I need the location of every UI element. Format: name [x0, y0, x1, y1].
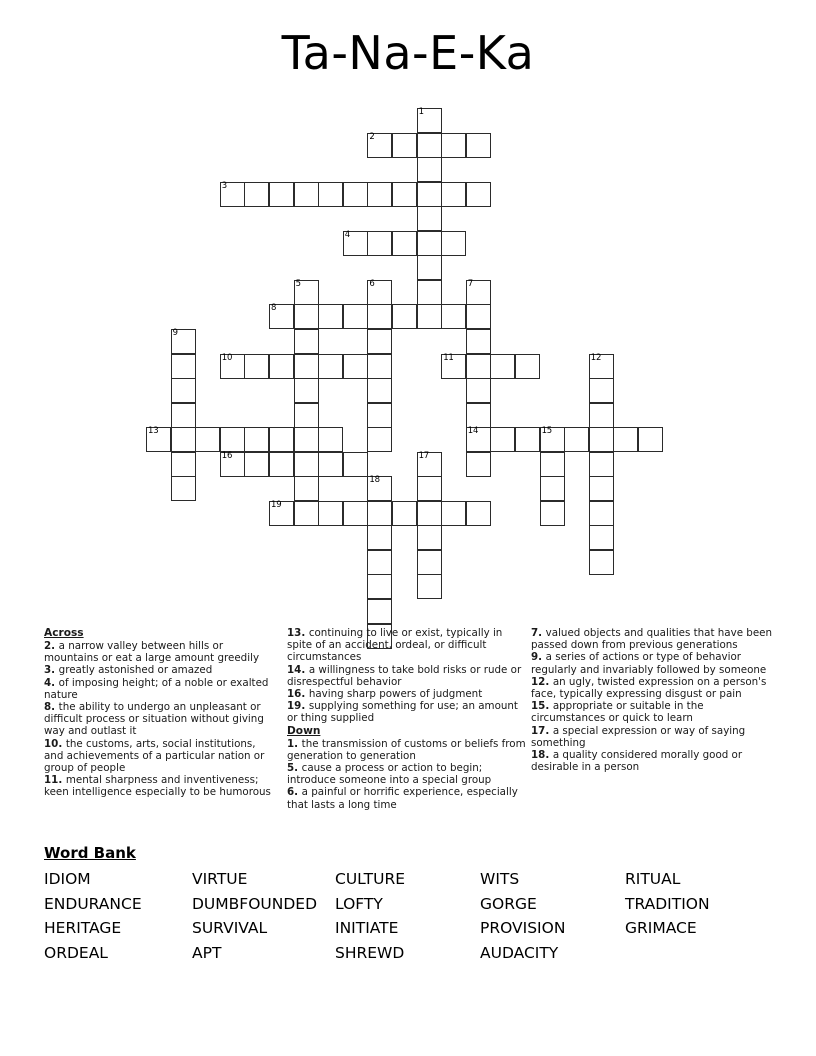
clue-number: 8. [44, 701, 59, 714]
clue-text: the customs, arts, social institutions, and achievements of a particular nation or group of people [44, 737, 265, 775]
clue-text: greatly astonished or amazed [58, 664, 213, 677]
clue-number: 3. [44, 664, 59, 677]
clue-across-3 [44, 664, 277, 676]
grid-cell[interactable] [417, 108, 442, 133]
grid-cell[interactable] [367, 378, 392, 403]
grid-cell[interactable] [294, 378, 319, 403]
grid-cell[interactable] [540, 452, 565, 477]
grid-cell[interactable] [540, 427, 565, 452]
word-bank-word[interactable]: WITS [480, 870, 520, 888]
grid-cell[interactable] [490, 427, 515, 452]
across-heading: Across [44, 627, 84, 639]
grid-cell[interactable] [146, 427, 171, 452]
grid-cell[interactable] [417, 157, 442, 182]
grid-cell[interactable] [392, 501, 417, 526]
grid-cell[interactable] [466, 501, 491, 526]
clue-number: 7. [531, 627, 546, 639]
grid-cell[interactable] [417, 452, 442, 477]
clue-text: an ugly, twisted expression on a person's face, typically expressing disgust or pain [531, 675, 767, 701]
grid-cell[interactable] [318, 354, 343, 379]
word-bank-word[interactable]: APT [192, 943, 222, 962]
grid-cell[interactable] [171, 378, 196, 403]
grid-cell[interactable] [367, 550, 392, 575]
clues-section [44, 627, 774, 827]
grid-cell[interactable] [367, 599, 392, 624]
clue-text: a special expression or way of saying something [531, 724, 746, 749]
grid-cell[interactable] [244, 427, 269, 452]
grid-cell[interactable] [367, 280, 392, 305]
grid-cell[interactable] [441, 501, 466, 526]
grid-cell[interactable] [171, 329, 196, 354]
grid-cell[interactable] [417, 501, 442, 526]
grid-cell-number: 5 [295, 278, 301, 289]
clue-across-19 [287, 700, 527, 724]
grid-cell[interactable] [244, 182, 269, 207]
clue-down-12 [531, 676, 774, 700]
clue-across-4 [44, 677, 277, 701]
word-bank-word[interactable]: ORDEAL [44, 943, 108, 962]
grid-cell[interactable] [220, 452, 245, 477]
grid-cell[interactable] [244, 354, 269, 379]
grid-cell[interactable] [466, 304, 491, 329]
grid-cell[interactable] [294, 329, 319, 354]
grid-cell-number: 1 [418, 107, 424, 117]
clue-down-17 [531, 725, 774, 749]
grid-cell-number: 2 [369, 131, 375, 142]
clue-across-11 [44, 774, 277, 798]
word-bank-word[interactable]: RITUAL [625, 870, 681, 888]
grid-cell-number: 11 [443, 352, 454, 363]
clue-text: continuing to live or exist, typically in spite of an accident, ordeal, or difficult circumstances [287, 627, 503, 664]
clue-down-6 [287, 786, 527, 810]
grid-cell[interactable] [269, 354, 294, 379]
grid-cell[interactable] [589, 354, 614, 379]
grid-cell[interactable] [367, 574, 392, 599]
grid-cell[interactable] [343, 182, 368, 207]
clue-text: cause a process or action to begin; introduce someone into a special group [287, 762, 492, 787]
grid-cell[interactable] [367, 525, 392, 550]
word-bank-word[interactable]: SURVIVAL [192, 919, 268, 937]
grid-cell[interactable] [540, 476, 565, 501]
grid-cell-number: 7 [467, 278, 474, 289]
grid-cell[interactable] [244, 452, 269, 477]
word-bank-word[interactable]: TRADITION [625, 894, 710, 913]
grid-cell[interactable] [367, 476, 392, 501]
word-bank-word[interactable]: IDIOM [44, 870, 91, 888]
grid-cell[interactable] [269, 182, 294, 207]
grid-cell[interactable] [417, 280, 442, 305]
clues-column-2 [287, 627, 527, 811]
clue-across-8 [44, 701, 277, 738]
clue-across-13 [287, 627, 527, 664]
clue-number: 18. [531, 749, 553, 762]
grid-cell[interactable] [294, 427, 319, 452]
clue-text: supplying something for use; an amount or thing supplied [287, 700, 518, 725]
grid-cell[interactable] [417, 525, 442, 550]
clue-down-7 [531, 627, 774, 651]
grid-cell[interactable] [269, 304, 294, 329]
word-bank-title: Word Bank [44, 844, 136, 862]
grid-cell-number: 8 [271, 303, 277, 314]
word-bank-word[interactable]: VIRTUE [192, 870, 248, 888]
grid-cell[interactable] [589, 550, 614, 575]
grid-cell[interactable] [466, 182, 491, 207]
clue-across-2 [44, 640, 277, 664]
grid-cell[interactable] [367, 329, 392, 354]
clue-number: 13. [287, 627, 309, 639]
grid-cell-number: 14 [467, 426, 479, 437]
clue-number: 17. [531, 724, 553, 737]
grid-cell[interactable] [171, 354, 196, 379]
grid-cell-number: 19 [271, 499, 282, 510]
clue-down-9 [531, 651, 774, 675]
word-bank-word[interactable]: AUDACITY [480, 943, 559, 962]
word-bank-word[interactable]: LOFTY [335, 894, 383, 913]
grid-cell[interactable] [417, 255, 442, 280]
grid-cell[interactable] [367, 354, 392, 379]
word-bank-column [625, 867, 765, 941]
clue-down-5 [287, 762, 527, 786]
clue-text: appropriate or suitable in the circumstances or quick to learn [531, 700, 704, 725]
clue-number: 4. [44, 676, 59, 689]
clue-number: 16. [287, 688, 309, 701]
grid-cell[interactable] [540, 501, 565, 526]
word-bank-word[interactable]: INITIATE [335, 919, 399, 937]
grid-cell-number: 10 [221, 352, 233, 363]
grid-cell[interactable] [392, 133, 417, 158]
grid-cell[interactable] [466, 133, 491, 158]
grid-cell[interactable] [589, 452, 614, 477]
grid-cell[interactable] [269, 452, 294, 477]
grid-cell[interactable] [318, 182, 343, 207]
word-bank-word[interactable]: GRIMACE [625, 919, 697, 937]
clue-number: 14. [287, 663, 309, 676]
clue-number: 2. [44, 640, 59, 652]
grid-cell[interactable] [466, 378, 491, 403]
grid-cell[interactable] [318, 427, 343, 452]
word-bank-word[interactable]: CULTURE [335, 870, 406, 888]
grid-cell[interactable] [343, 231, 368, 256]
grid-cell[interactable] [564, 427, 589, 452]
grid-cell[interactable] [441, 133, 466, 158]
grid-cell[interactable] [441, 182, 466, 207]
grid-cell[interactable] [589, 476, 614, 501]
grid-cell[interactable] [589, 403, 614, 428]
clue-text: a painful or horrific experience, especially that lasts a long time [287, 786, 518, 811]
grid-cell[interactable] [613, 427, 638, 452]
grid-cell[interactable] [367, 304, 392, 329]
grid-cell[interactable] [343, 354, 368, 379]
clue-number: 1. [287, 737, 302, 750]
grid-cell[interactable] [294, 476, 319, 501]
clue-text: of imposing height; of a noble or exalted nature [44, 676, 269, 701]
grid-cell[interactable] [269, 427, 294, 452]
grid-cell[interactable] [171, 403, 196, 428]
word-bank-columns [44, 867, 784, 965]
word-bank-column [44, 867, 192, 965]
grid-cell[interactable] [318, 452, 343, 477]
grid-cell[interactable] [466, 354, 491, 379]
grid-cell-number: 4 [344, 229, 351, 240]
grid-cell[interactable] [589, 427, 614, 452]
clue-text: a quality considered morally good or desirable in a person [531, 749, 743, 774]
down-heading: Down [287, 724, 321, 737]
word-bank-column [192, 867, 335, 965]
grid-cell-number: 18 [369, 475, 380, 486]
grid-cell[interactable] [220, 182, 245, 207]
grid-cell[interactable] [417, 304, 442, 329]
grid-cell[interactable] [417, 133, 442, 158]
grid-cell-number: 17 [418, 450, 430, 461]
word-bank-word[interactable]: ENDURANCE [44, 894, 142, 913]
grid-cell[interactable] [367, 403, 392, 428]
grid-cell[interactable] [417, 574, 442, 599]
grid-cell[interactable] [638, 427, 663, 452]
grid-cell[interactable] [294, 280, 319, 305]
grid-cell[interactable] [343, 501, 368, 526]
grid-cell[interactable] [589, 501, 614, 526]
grid-cell[interactable] [441, 354, 466, 379]
clue-number: 19. [287, 700, 309, 713]
clue-text: valued objects and qualities that have been passed down from previous generations [531, 627, 773, 652]
clue-down-18 [531, 749, 774, 773]
clue-number: 11. [44, 774, 66, 787]
word-bank-column [480, 867, 625, 965]
grid-cell-number: 16 [221, 450, 233, 461]
clues-column-1 [44, 627, 277, 799]
grid-cell[interactable] [195, 427, 220, 452]
clue-number: 12. [531, 675, 553, 688]
clue-number: 15. [531, 700, 553, 713]
grid-cell[interactable] [441, 231, 466, 256]
grid-cell[interactable] [589, 378, 614, 403]
grid-cell[interactable] [515, 427, 540, 452]
clue-number: 6. [287, 786, 302, 799]
clue-down-1 [287, 738, 527, 762]
clue-text: having sharp powers of judgment [308, 688, 483, 701]
grid-cell[interactable] [220, 354, 245, 379]
grid-cell[interactable] [392, 231, 417, 256]
grid-cell[interactable] [343, 452, 368, 477]
grid-cell-number: 12 [590, 352, 602, 363]
clues-column-3 [531, 627, 774, 773]
clue-across-16 [287, 688, 527, 700]
grid-cell[interactable] [343, 304, 368, 329]
grid-cell[interactable] [466, 280, 491, 305]
grid-cell-number: 3 [221, 180, 228, 191]
grid-cell[interactable] [294, 403, 319, 428]
grid-cell[interactable] [466, 427, 491, 452]
grid-cell[interactable] [367, 182, 392, 207]
grid-cell[interactable] [441, 304, 466, 329]
grid-cell-number: 9 [172, 327, 178, 338]
grid-cell[interactable] [466, 329, 491, 354]
grid-cell[interactable] [294, 501, 319, 526]
clue-text: a narrow valley between hills or mountains or eat a large amount greedily [44, 640, 260, 665]
grid-cell[interactable] [466, 452, 491, 477]
grid-cell[interactable] [367, 231, 392, 256]
grid-cell[interactable] [294, 182, 319, 207]
clue-text: a willingness to take bold risks or rude or disrespectful behavior [287, 663, 522, 688]
page-title: Ta-Na-E-Ka [281, 26, 535, 80]
grid-cell[interactable] [515, 354, 540, 379]
grid-cell[interactable] [417, 231, 442, 256]
grid-cell[interactable] [417, 550, 442, 575]
grid-cell[interactable] [294, 452, 319, 477]
grid-cell[interactable] [367, 133, 392, 158]
word-bank-column [335, 867, 480, 965]
grid-cell[interactable] [417, 476, 442, 501]
grid-cell[interactable] [490, 354, 515, 379]
grid-cell-number: 15 [541, 426, 553, 437]
grid-cell-number: 13 [148, 426, 159, 437]
grid-cell[interactable] [589, 525, 614, 550]
grid-cell[interactable] [294, 304, 319, 329]
word-bank-word[interactable]: PROVISION [480, 919, 566, 937]
grid-cell-number: 6 [369, 278, 375, 289]
clue-across-14 [287, 664, 527, 688]
grid-cell[interactable] [392, 182, 417, 207]
clue-number: 5. [287, 762, 302, 775]
clue-text: the ability to undergo an unpleasant or difficult process or situation without giving way and outlast it [44, 701, 264, 738]
clue-number: 10. [44, 737, 66, 750]
word-bank-word[interactable]: SHREWD [335, 943, 405, 962]
word-bank-section [44, 843, 784, 965]
grid-cell[interactable] [417, 206, 442, 231]
clue-across-10 [44, 738, 277, 775]
grid-cell[interactable] [318, 304, 343, 329]
grid-cell[interactable] [367, 501, 392, 526]
grid-cell[interactable] [294, 354, 319, 379]
clue-number: 9. [531, 651, 546, 664]
word-bank-word[interactable]: DUMBFOUNDED [192, 894, 318, 913]
grid-cell[interactable] [171, 476, 196, 501]
clue-down-15 [531, 700, 774, 724]
clue-text: the transmission of customs or beliefs from generation to generation [287, 737, 526, 762]
clue-text: a series of actions or type of behavior regularly and invariably followed by someone [531, 651, 767, 676]
grid-cell[interactable] [318, 501, 343, 526]
grid-cell[interactable] [269, 501, 294, 526]
grid-cell[interactable] [392, 304, 417, 329]
grid-cell[interactable] [367, 427, 392, 452]
clue-text: mental sharpness and inventiveness; keen intelligence especially to be humorous [44, 774, 271, 799]
grid-cell[interactable] [171, 427, 196, 452]
grid-cell[interactable] [220, 427, 245, 452]
grid-cell[interactable] [466, 403, 491, 428]
grid-cell[interactable] [417, 182, 442, 207]
word-bank-word[interactable]: HERITAGE [44, 919, 122, 937]
word-bank-word[interactable]: GORGE [480, 894, 537, 913]
grid-cell[interactable] [171, 452, 196, 477]
